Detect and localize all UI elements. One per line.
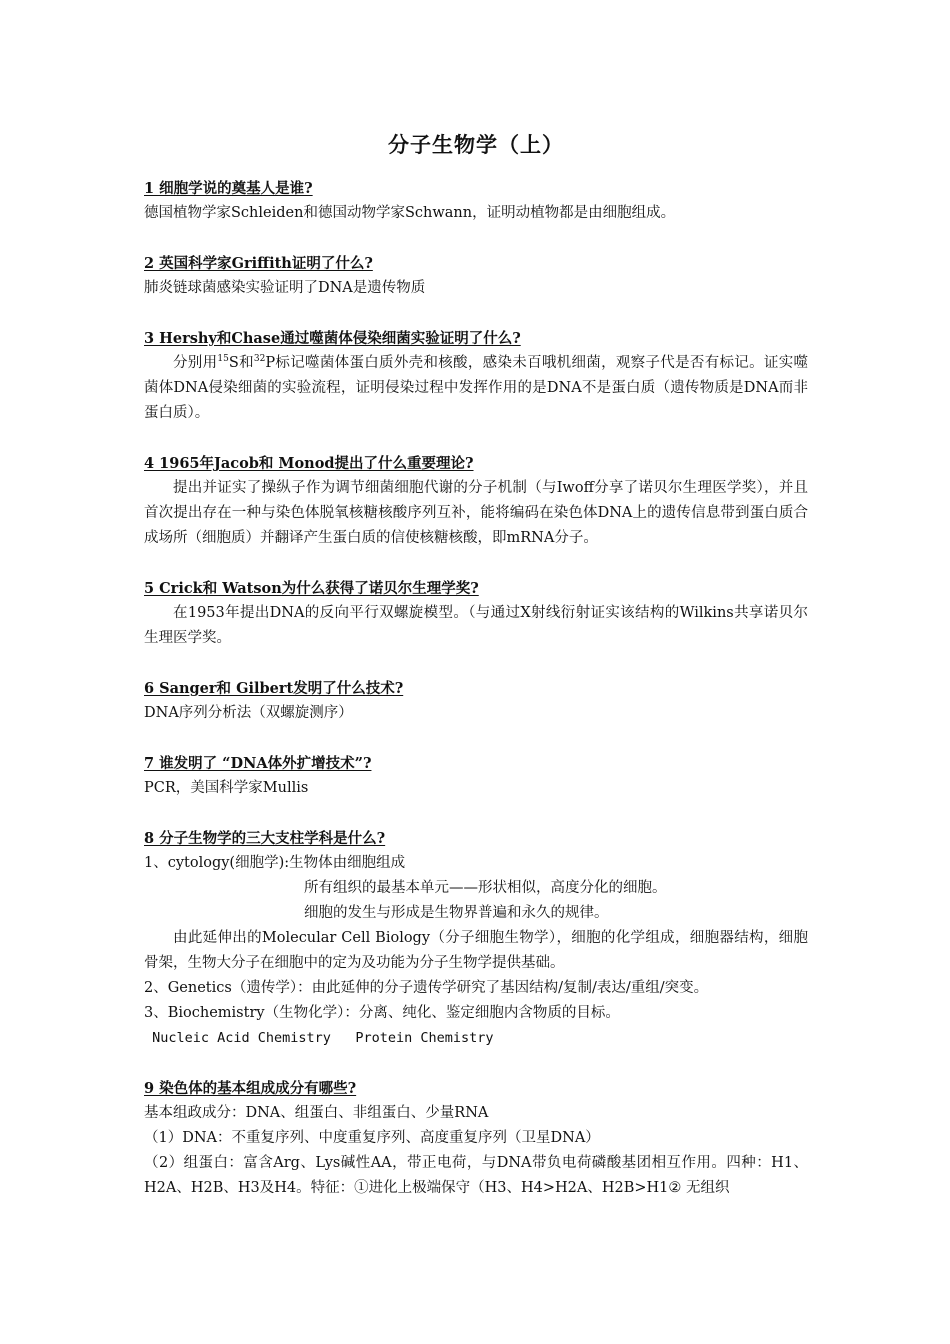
question-heading: 9 染色体的基本组成成分有哪些?: [144, 1080, 357, 1097]
answer-fragment: P标记噬菌体蛋白质外壳和核酸，感染未百哦机细菌，观察子代是否有标记。证实噬菌体DNA侵染细菌的实验流程，证明侵染过程中发挥作用的是DNA不是蛋白质（遗传物质是DNA而非蛋白质）。: [144, 355, 809, 421]
answer-line: 细胞的发生与形成是生物界普遍和永久的规律。: [304, 905, 609, 921]
answer-text: DNA序列分析法（双螺旋测序）: [144, 705, 353, 721]
question-heading: 5 Crick和 Watson为什么获得了诺贝尔生理学奖?: [144, 580, 479, 597]
answer-text: [144, 351, 808, 426]
answer-line: 由此延伸出的Molecular Cell Biology（分子细胞生物学），细胞的化学组成，细胞器结构，细胞骨架，生物大分子在细胞中的定为及功能为分子生物学提供基础。: [144, 930, 808, 971]
question-heading: 7 谁发明了 “DNA体外扩增技术”?: [144, 755, 372, 772]
answer-line: 所有组织的最基本单元——形状相似，高度分化的细胞。: [304, 880, 667, 896]
section-8: [144, 826, 808, 1051]
answer-line: （2）组蛋白：富含Arg、Lys碱性AA，带正电荷，与DNA带负电荷磷酸基团相互作用。四种：H1、H2A、H2B、H3及H4。特征：①进化上极端保守（H3、H4>H2A、H2B>H1② 无组织: [144, 1155, 808, 1196]
answer-fragment: 分别用: [173, 355, 218, 371]
isotope-superscript: 32: [253, 354, 266, 365]
question-heading: 1 细胞学说的奠基人是谁?: [144, 180, 313, 197]
answer-line: （1）DNA：不重复序列、中度重复序列、高度重复序列（卫星DNA）: [144, 1130, 600, 1146]
page-title: 分子生物学（上）: [388, 132, 564, 157]
section-7: [144, 751, 808, 801]
document-page: [144, 130, 808, 1201]
question-heading: 6 Sanger和 Gilbert发明了什么技术?: [144, 680, 404, 697]
isotope-superscript: 15: [217, 354, 229, 365]
question-heading: 3 Hershy和Chase通过噬菌体侵染细菌实验证明了什么?: [144, 330, 521, 347]
answer-line: 2、Genetics（遗传学）：由此延伸的分子遗传学研究了基因结构/复制/表达/重组/突变。: [144, 980, 709, 996]
answer-line: 1、cytology(细胞学):生物体由细胞组成: [144, 855, 406, 871]
answer-text: 提出并证实了操纵子作为调节细菌细胞代谢的分子机制（与Iwoff分享了诺贝尔生理医学奖），并且首次提出存在一种与染色体脱氧核糖核酸序列互补，能将编码在染色体DNA上的遗传信息带到蛋白质合成场所（细胞质）并翻译产生蛋白质的信使核糖核酸，即mRNA分子。: [144, 480, 808, 546]
answer-text: 德国植物学家Schleiden和德国动物学家Schwann，证明动植物都是由细胞组成。: [144, 205, 676, 221]
question-heading: 2 英国科学家Griffith证明了什么?: [144, 255, 373, 272]
answer-line: Nucleic Acid Chemistry Protein Chemistry: [144, 1030, 494, 1046]
question-heading: 4 1965年Jacob和 Monod提出了什么重要理论?: [144, 455, 474, 472]
section-2: [144, 251, 808, 301]
answer-text: PCR，美国科学家Mullis: [144, 780, 309, 796]
section-3: [144, 326, 808, 426]
answer-line: 基本组政成分：DNA、组蛋白、非组蛋白、少量RNA: [144, 1105, 489, 1121]
answer-text: 肺炎链球菌感染实验证明了DNA是遗传物质: [144, 280, 426, 296]
question-heading: 8 分子生物学的三大支柱学科是什么?: [144, 830, 386, 847]
section-5: [144, 576, 808, 651]
section-6: [144, 676, 808, 726]
answer-line: 3、Biochemistry（生物化学）：分离、纯化、鉴定细胞内含物质的目标。: [144, 1005, 620, 1021]
answer-fragment: S和: [228, 355, 254, 371]
answer-text: 在1953年提出DNA的反向平行双螺旋模型。（与通过X射线衍射证实该结构的Wilkins共享诺贝尔生理医学奖。: [144, 605, 808, 646]
section-9: [144, 1076, 808, 1201]
section-4: [144, 451, 808, 551]
section-1: [144, 176, 808, 226]
